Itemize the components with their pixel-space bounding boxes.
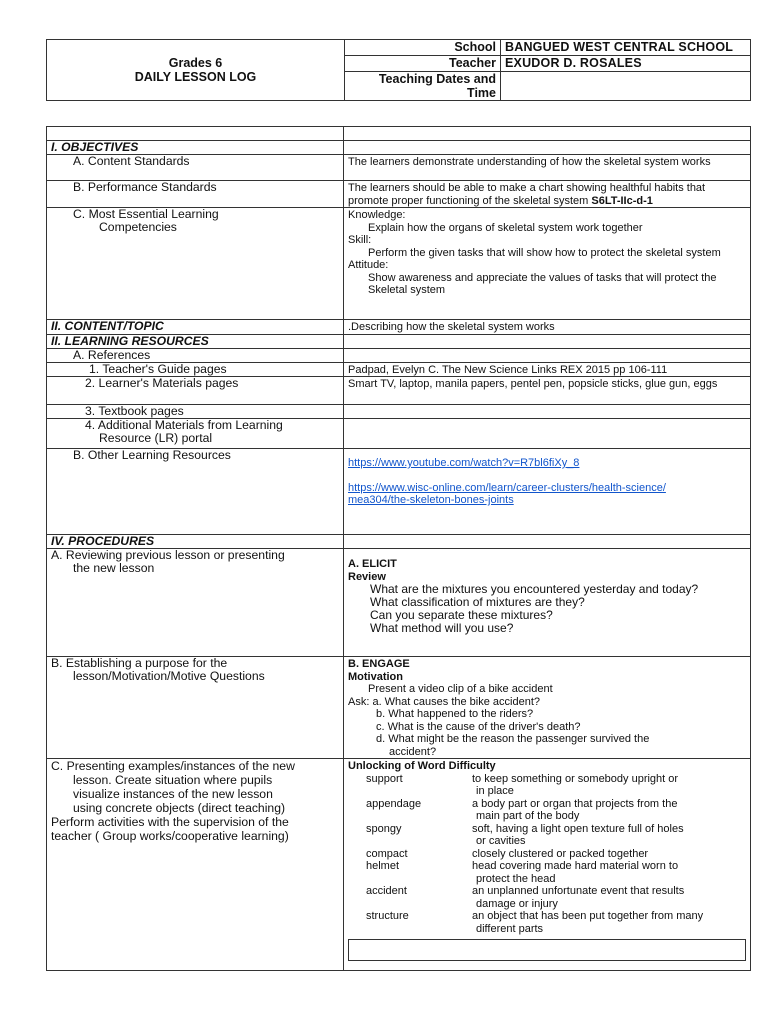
objectives-title: I. OBJECTIVES [47,141,344,155]
competencies-line2: Competencies [99,220,177,234]
knowledge-text: Explain how the organs of skeletal system work together [368,221,643,234]
wisc-online-link-part1[interactable]: https://www.wisc-online.com/learn/career-clusters/health-science/ [348,481,666,494]
procedure-c-line4: using concrete objects (direct teaching) [73,801,286,815]
empty-answer-box [348,939,746,961]
elicit-content [344,549,751,657]
vocab-definition-cont: or cavities [476,835,526,847]
vocabulary-content [344,759,751,971]
dates-label [345,72,501,101]
vocab-term: helmet [366,860,400,872]
additional-line1: 4. Additional Materials from Learning [85,418,283,432]
vocab-term: accident [366,885,407,897]
teacher-value: EXUDOR D. ROSALES [501,56,751,72]
tg-label [47,362,344,377]
references-text: A. References [73,347,151,362]
vocab-item [348,798,746,811]
vocab-definition-cont: protect the head [476,872,556,885]
procedure-c-line2: lesson. Create situation where pupils [73,773,273,787]
vocab-item [348,848,746,861]
dates-label-line1: Teaching Dates and [378,72,496,86]
review-title: Review [348,570,386,583]
textbook-text: 3. Textbook pages [85,404,184,418]
content-topic-value: .Describing how the skeletal system works [344,320,751,335]
procedure-c-line5: Perform activities with the supervision of the [51,815,289,829]
skill-label: Skill: [348,234,372,246]
vocab-item-cont [348,810,746,823]
vocab-item [348,823,746,836]
vocab-list [348,773,746,936]
review-question: What method will you use? [370,621,514,635]
vocab-term: appendage [366,797,422,810]
vocab-definition: a body part or organ that projects from the [472,797,678,810]
procedure-c-line1: C. Presenting examples/instances of the new [51,759,295,773]
vocab-title: Unlocking of Word Difficulty [348,760,496,772]
elicit-title: A. ELICIT [348,558,397,570]
references-label [47,348,344,362]
content-standards-value: The learners demonstrate understanding of how the skeletal system works [344,155,751,181]
vocab-term: spongy [366,822,402,835]
vocab-item [348,885,746,898]
school-label: School [345,40,501,56]
performance-code: S6LT-IIc-d-1 [591,194,653,207]
competencies-line1: C. Most Essential Learning [73,207,219,221]
review-question: What are the mixtures you encountered yesterday and today? [370,582,699,596]
knowledge-label: Knowledge: [348,209,406,221]
vocab-definition: to keep something or somebody upright or [472,772,679,785]
attitude-label: Attitude: [348,259,389,271]
skill-text: Perform the given tasks that will show how to protect the skeletal system [368,246,721,259]
vocab-item-cont [348,785,746,798]
performance-standards-desc: The learners should be able to make a chart showing healthful habits that promote proper functioning of the skeletal system [348,182,706,207]
engage-content [344,657,751,759]
lm-value: Smart TV, laptop, manila papers, pentel pen, popsicle sticks, glue gun, eggs [344,377,751,405]
vocab-definition: head covering made hard material worn to [472,860,679,872]
learning-resources-title: II. LEARNING RESOURCES [47,334,344,348]
review-question: What classification of mixtures are they? [370,595,585,609]
other-resources-value [344,449,751,535]
motivation-text: Present a video clip of a bike accident [368,683,553,695]
other-resources-text: B. Other Learning Resources [73,448,231,462]
vocab-item-cont [348,835,746,848]
procedure-c-line6: teacher ( Group works/cooperative learning) [51,829,289,843]
wisc-online-link-part2[interactable]: mea304/the-skeleton-bones-joints [348,494,514,506]
dates-label-line2: Time [467,86,496,100]
review-question: Can you separate these mixtures? [370,608,553,622]
ask-question-d-cont: accident? [389,745,437,758]
vocab-definition-cont: in place [476,785,514,797]
vocab-definition-cont: main part of the body [476,810,580,822]
content-topic-title: II. CONTENT/TOPIC [47,320,344,335]
performance-standards-label [47,181,344,208]
performance-standards-value [344,181,751,208]
vocab-definition: closely clustered or packed together [472,847,649,860]
vocab-item [348,773,746,786]
performance-standards-text: B. Performance Standards [73,180,217,194]
vocab-definition-cont: damage or injury [476,897,558,910]
lm-label [47,377,344,405]
attitude-text: Show awareness and appreciate the values of tasks that will protect the Skeletal system [368,271,717,296]
tg-text: 1. Teacher's Guide pages [89,361,227,376]
other-resources-label [47,449,344,535]
tg-value: Padpad, Evelyn C. The New Science Links REX 2015 pp 106-111 [344,362,751,377]
content-standards-text: A. Content Standards [73,154,190,168]
lm-text: 2. Learner's Materials pages [85,376,239,390]
procedure-a-label [47,549,344,657]
ask-question-b: b. What happened to the riders? [376,708,534,720]
textbook-label [47,405,344,419]
ask-question-a: Ask: a. What causes the bike accident? [348,695,540,708]
engage-title: B. ENGAGE [348,658,410,670]
vocab-item [348,860,746,873]
additional-line2: Resource (LR) portal [99,431,213,445]
additional-materials-label [47,419,344,449]
school-value: BANGUED WEST CENTRAL SCHOOL [501,40,751,56]
log-title: DAILY LESSON LOG [134,70,257,84]
vocab-item-cont [348,898,746,911]
vocab-term: support [366,772,403,785]
log-title-cell [47,40,345,101]
procedures-title: IV. PROCEDURES [47,535,344,549]
vocab-definition: an object that has been put together from many [472,910,704,922]
ask-question-c: c. What is the cause of the driver's death? [376,720,581,733]
vocab-item-cont [348,873,746,886]
competencies-label [47,208,344,320]
competencies-value [344,208,751,320]
procedure-a-line2: the new lesson [73,561,155,575]
procedure-c-line3: visualize instances of the new lesson [73,787,273,801]
procedure-c-label [47,759,344,971]
vocab-item-cont [348,923,746,936]
vocab-definition-cont: different parts [476,922,544,935]
youtube-link[interactable]: https://www.youtube.com/watch?v=R7bl6fiXy_8 [348,457,580,469]
dates-value [501,72,751,101]
lesson-log-table [46,126,751,971]
vocab-definition: soft, having a light open texture full of holes [472,822,684,835]
header-table [46,39,751,101]
procedure-b-line1: B. Establishing a purpose for the [51,656,228,670]
content-standards-label [47,155,344,181]
motivation-title: Motivation [348,670,403,683]
vocab-definition: an unplanned unfortunate event that results [472,885,685,897]
procedure-b-line2: lesson/Motivation/Motive Questions [73,669,265,683]
vocab-term: compact [366,847,408,860]
procedure-a-line1: A. Reviewing previous lesson or presenting [51,548,285,562]
vocab-item [348,910,746,923]
procedure-b-label [47,657,344,759]
ask-question-d: d. What might be the reason the passenger survived the [376,733,650,745]
teacher-label: Teacher [345,56,501,72]
grade-label: Grades 6 [168,56,223,70]
vocab-term: structure [366,910,409,922]
